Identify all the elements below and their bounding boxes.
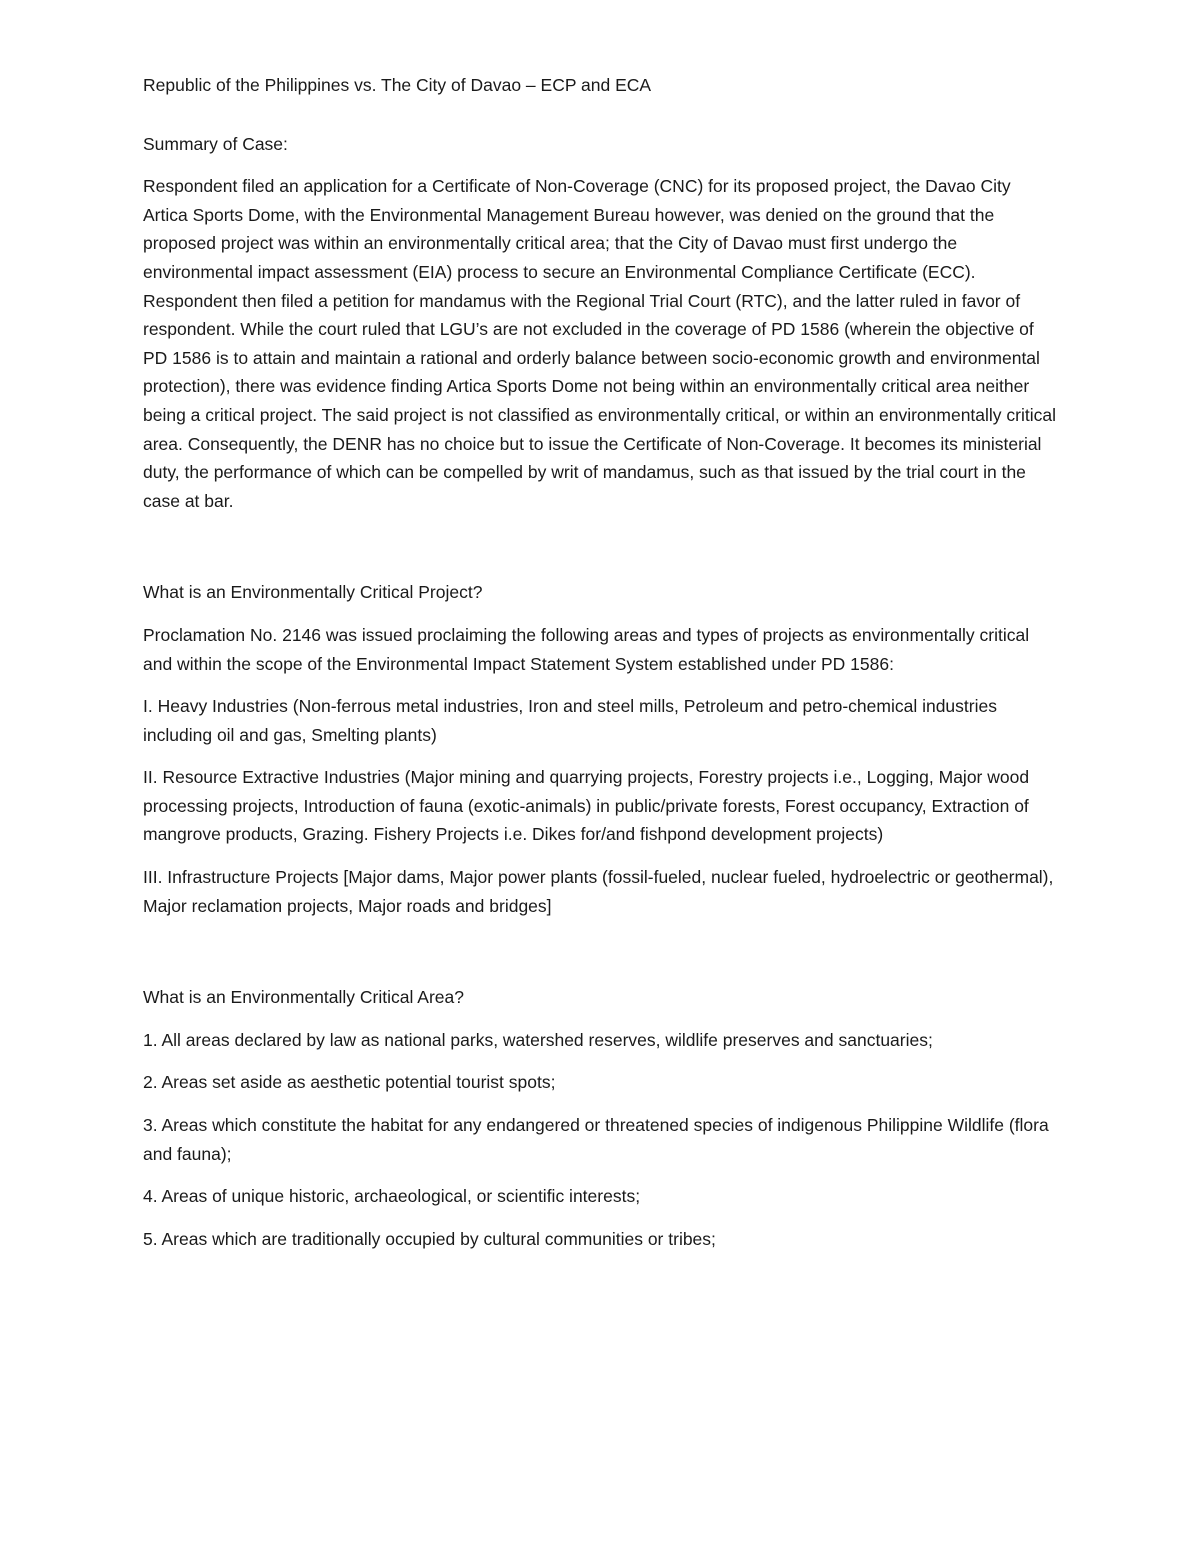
summary-heading: Summary of Case: (143, 133, 288, 154)
summary-paragraph: Respondent filed an application for a Certificate of Non-Coverage (CNC) for its proposed project, the Davao City Artica Sports Dome, with the Environmental Management Bureau however, was denied on the ground that the proposed project was within an environmentally critical area; that the City of Davao must first undergo the environmental impact assessment (EIA) process to secure an Environmental Compliance Certificate (ECC). Respondent then filed a petition for mandamus with the Regional Trial Court (RTC), and the latter ruled in favor of respondent. While the court ruled that LGU’s are not excluded in the coverage of PD 1586 (wherein the objective of PD 1586 is to attain and maintain a rational and orderly balance between socio-economic growth and environmental protection), there was evidence finding Artica Sports Dome not being within an environmentally critical area neither being a critical project. The said project is not classified as environmentally critical, or within an environmentally critical area. Consequently, the DENR has no choice but to issue the Certificate of Non-Coverage. It becomes its ministerial duty, the performance of which can be compelled by writ of mandamus, such as that issued by the trial court in the case at bar. (143, 176, 1056, 511)
eca-heading: What is an Environmentally Critical Area? (143, 987, 464, 1008)
eca-list-item: 5. Areas which are traditionally occupied by cultural communities or tribes; (143, 1228, 716, 1249)
eca-list-item: 4. Areas of unique historic, archaeological, or scientific interests; (143, 1186, 641, 1207)
ecp-list-item: III. Infrastructure Projects [Major dams, Major power plants (fossil-fueled, nuclear fueled, hydroelectric or geothermal), Major reclamation projects, Major roads and bridges] (143, 867, 1054, 916)
document-title: Republic of the Philippines vs. The City of Davao – ECP and ECA (143, 75, 652, 95)
ecp-list-item: II. Resource Extractive Industries (Major mining and quarrying projects, Forestry projects i.e., Logging, Major wood processing projects, Introduction of fauna (exotic-animals) in public/private forests, Forest occupancy, Extraction of mangrove products, Grazing. Fishery Projects i.e. Dikes for/and fishpond development projects) (143, 767, 1030, 845)
eca-list-item: 1. All areas declared by law as national parks, watershed reserves, wildlife preserves and sanctuaries; (143, 1029, 933, 1050)
ecp-intro-paragraph: Proclamation No. 2146 was issued proclaiming the following areas and types of projects as environmentally critical and within the scope of the Environmental Impact Statement System established under PD 1586: (143, 624, 1030, 674)
section-spacer (143, 529, 1058, 578)
eca-list-item: 3. Areas which constitute the habitat for any endangered or threatened species of indigenous Philippine Wildlife (flora and fauna); (143, 1115, 1049, 1164)
document-page (143, 71, 1058, 1267)
ecp-list-item: I. Heavy Industries (Non-ferrous metal industries, Iron and steel mills, Petroleum and petro-chemical industries including oil and gas, Smelting plants) (143, 696, 997, 745)
eca-list-item: 2. Areas set aside as aesthetic potential tourist spots; (143, 1072, 556, 1093)
section-spacer (143, 934, 1058, 983)
ecp-heading: What is an Environmentally Critical Project? (143, 582, 483, 603)
